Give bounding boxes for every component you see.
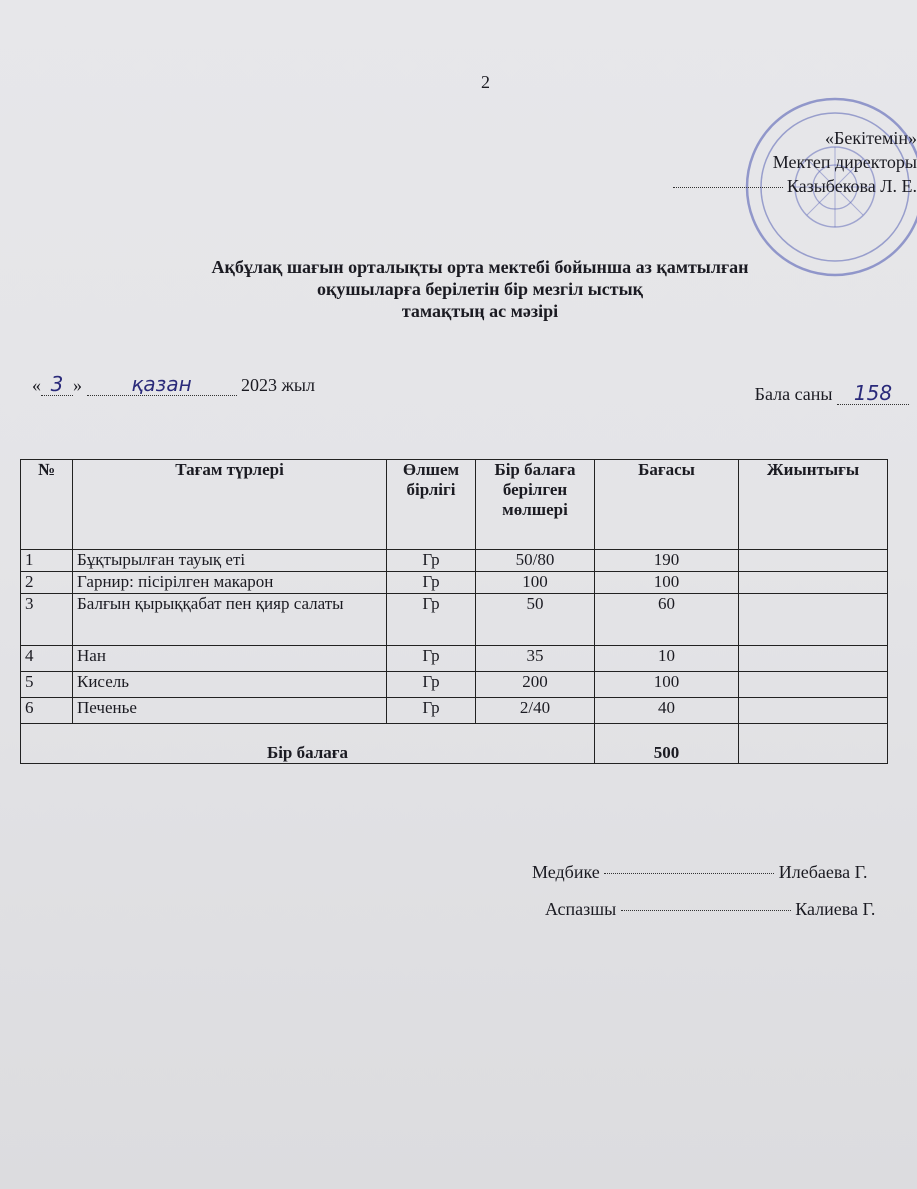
- total: [739, 672, 888, 698]
- dish-name: Бұқтырылған тауық еті: [73, 550, 387, 572]
- row-number: 1: [21, 550, 73, 572]
- row-number: 3: [21, 594, 73, 646]
- portion: 100: [476, 572, 595, 594]
- date-open-quote: «: [32, 375, 41, 395]
- approval-signature-row: [673, 174, 917, 198]
- approval-heading: «Бекітемін»: [825, 128, 917, 148]
- document-title: [120, 256, 840, 322]
- title-line-2: оқушыларға берілетін бір мезгіл ыстық: [316, 279, 644, 299]
- price: 100: [595, 672, 739, 698]
- table-row: [21, 572, 888, 594]
- dish-name: Печенье: [73, 698, 387, 724]
- price: 40: [595, 698, 739, 724]
- director-name: Казыбекова Л. Е.: [786, 176, 917, 196]
- nurse-role: Медбике: [532, 862, 600, 882]
- date-month: қазан: [87, 373, 237, 396]
- table-row: [21, 672, 888, 698]
- nurse-name: Илебаева Г.: [778, 862, 868, 882]
- cook-signature-line: [621, 896, 791, 911]
- dish-name: Нан: [73, 646, 387, 672]
- portion: 50: [476, 594, 595, 646]
- row-number: 2: [21, 572, 73, 594]
- title-line-1: Ақбұлақ шағын орталықты орта мектебі бойынша аз қамтылған: [211, 257, 749, 277]
- price: 190: [595, 550, 739, 572]
- approval-position: Мектеп директоры: [772, 152, 917, 172]
- dish-name: Кисель: [73, 672, 387, 698]
- date-year: 2023 жыл: [241, 375, 316, 395]
- nurse-signature-row: [532, 862, 868, 883]
- footer-label: Бір балаға: [21, 724, 595, 764]
- footer-total: [739, 724, 888, 764]
- portion: 35: [476, 646, 595, 672]
- unit: Гр: [387, 550, 476, 572]
- col-total-header: Жиынтығы: [739, 460, 888, 550]
- unit: Гр: [387, 698, 476, 724]
- price: 100: [595, 572, 739, 594]
- total: [739, 550, 888, 572]
- row-number: 5: [21, 672, 73, 698]
- nurse-signature-line: [604, 859, 774, 874]
- unit: Гр: [387, 594, 476, 646]
- cook-signature-row: [545, 899, 875, 920]
- table-footer-row: [21, 724, 888, 764]
- approval-block: [673, 126, 917, 198]
- price: 10: [595, 646, 739, 672]
- col-price-header: Бағасы: [595, 460, 739, 550]
- dish-name: Балғын қырыққабат пен қияр салаты: [73, 594, 387, 646]
- page-number: 2: [481, 72, 490, 92]
- children-count-line: [755, 382, 909, 405]
- col-unit-header: Өлшем бірлігі: [387, 460, 476, 550]
- table-row: [21, 550, 888, 572]
- row-number: 4: [21, 646, 73, 672]
- children-count-label: Бала саны: [754, 384, 833, 404]
- total: [739, 594, 888, 646]
- footer-price: 500: [595, 724, 739, 764]
- table-row: [21, 594, 888, 646]
- total: [739, 572, 888, 594]
- col-number-header: №: [21, 460, 73, 550]
- date-day: 3: [41, 373, 73, 396]
- children-count-value: 158: [837, 382, 909, 405]
- table-header-row: [21, 460, 888, 550]
- unit: Гр: [387, 672, 476, 698]
- col-dish-header: Тағам түрлері: [73, 460, 387, 550]
- cook-role: Аспазшы: [545, 899, 617, 919]
- table-row: [21, 646, 888, 672]
- title-line-3: тамақтың ас мәзірі: [401, 301, 559, 321]
- cook-name: Калиева Г.: [795, 899, 876, 919]
- date-close-quote: »: [73, 375, 82, 395]
- dish-name: Гарнир: пісірілген макарон: [73, 572, 387, 594]
- unit: Гр: [387, 572, 476, 594]
- date-line: [32, 373, 315, 396]
- portion: 2/40: [476, 698, 595, 724]
- row-number: 6: [21, 698, 73, 724]
- portion: 200: [476, 672, 595, 698]
- table-row: [21, 698, 888, 724]
- portion: 50/80: [476, 550, 595, 572]
- col-portion-header: Бір балаға берілген мөлшері: [476, 460, 595, 550]
- total: [739, 698, 888, 724]
- total: [739, 646, 888, 672]
- price: 60: [595, 594, 739, 646]
- menu-table: [20, 459, 888, 764]
- director-signature-line: [673, 173, 783, 188]
- unit: Гр: [387, 646, 476, 672]
